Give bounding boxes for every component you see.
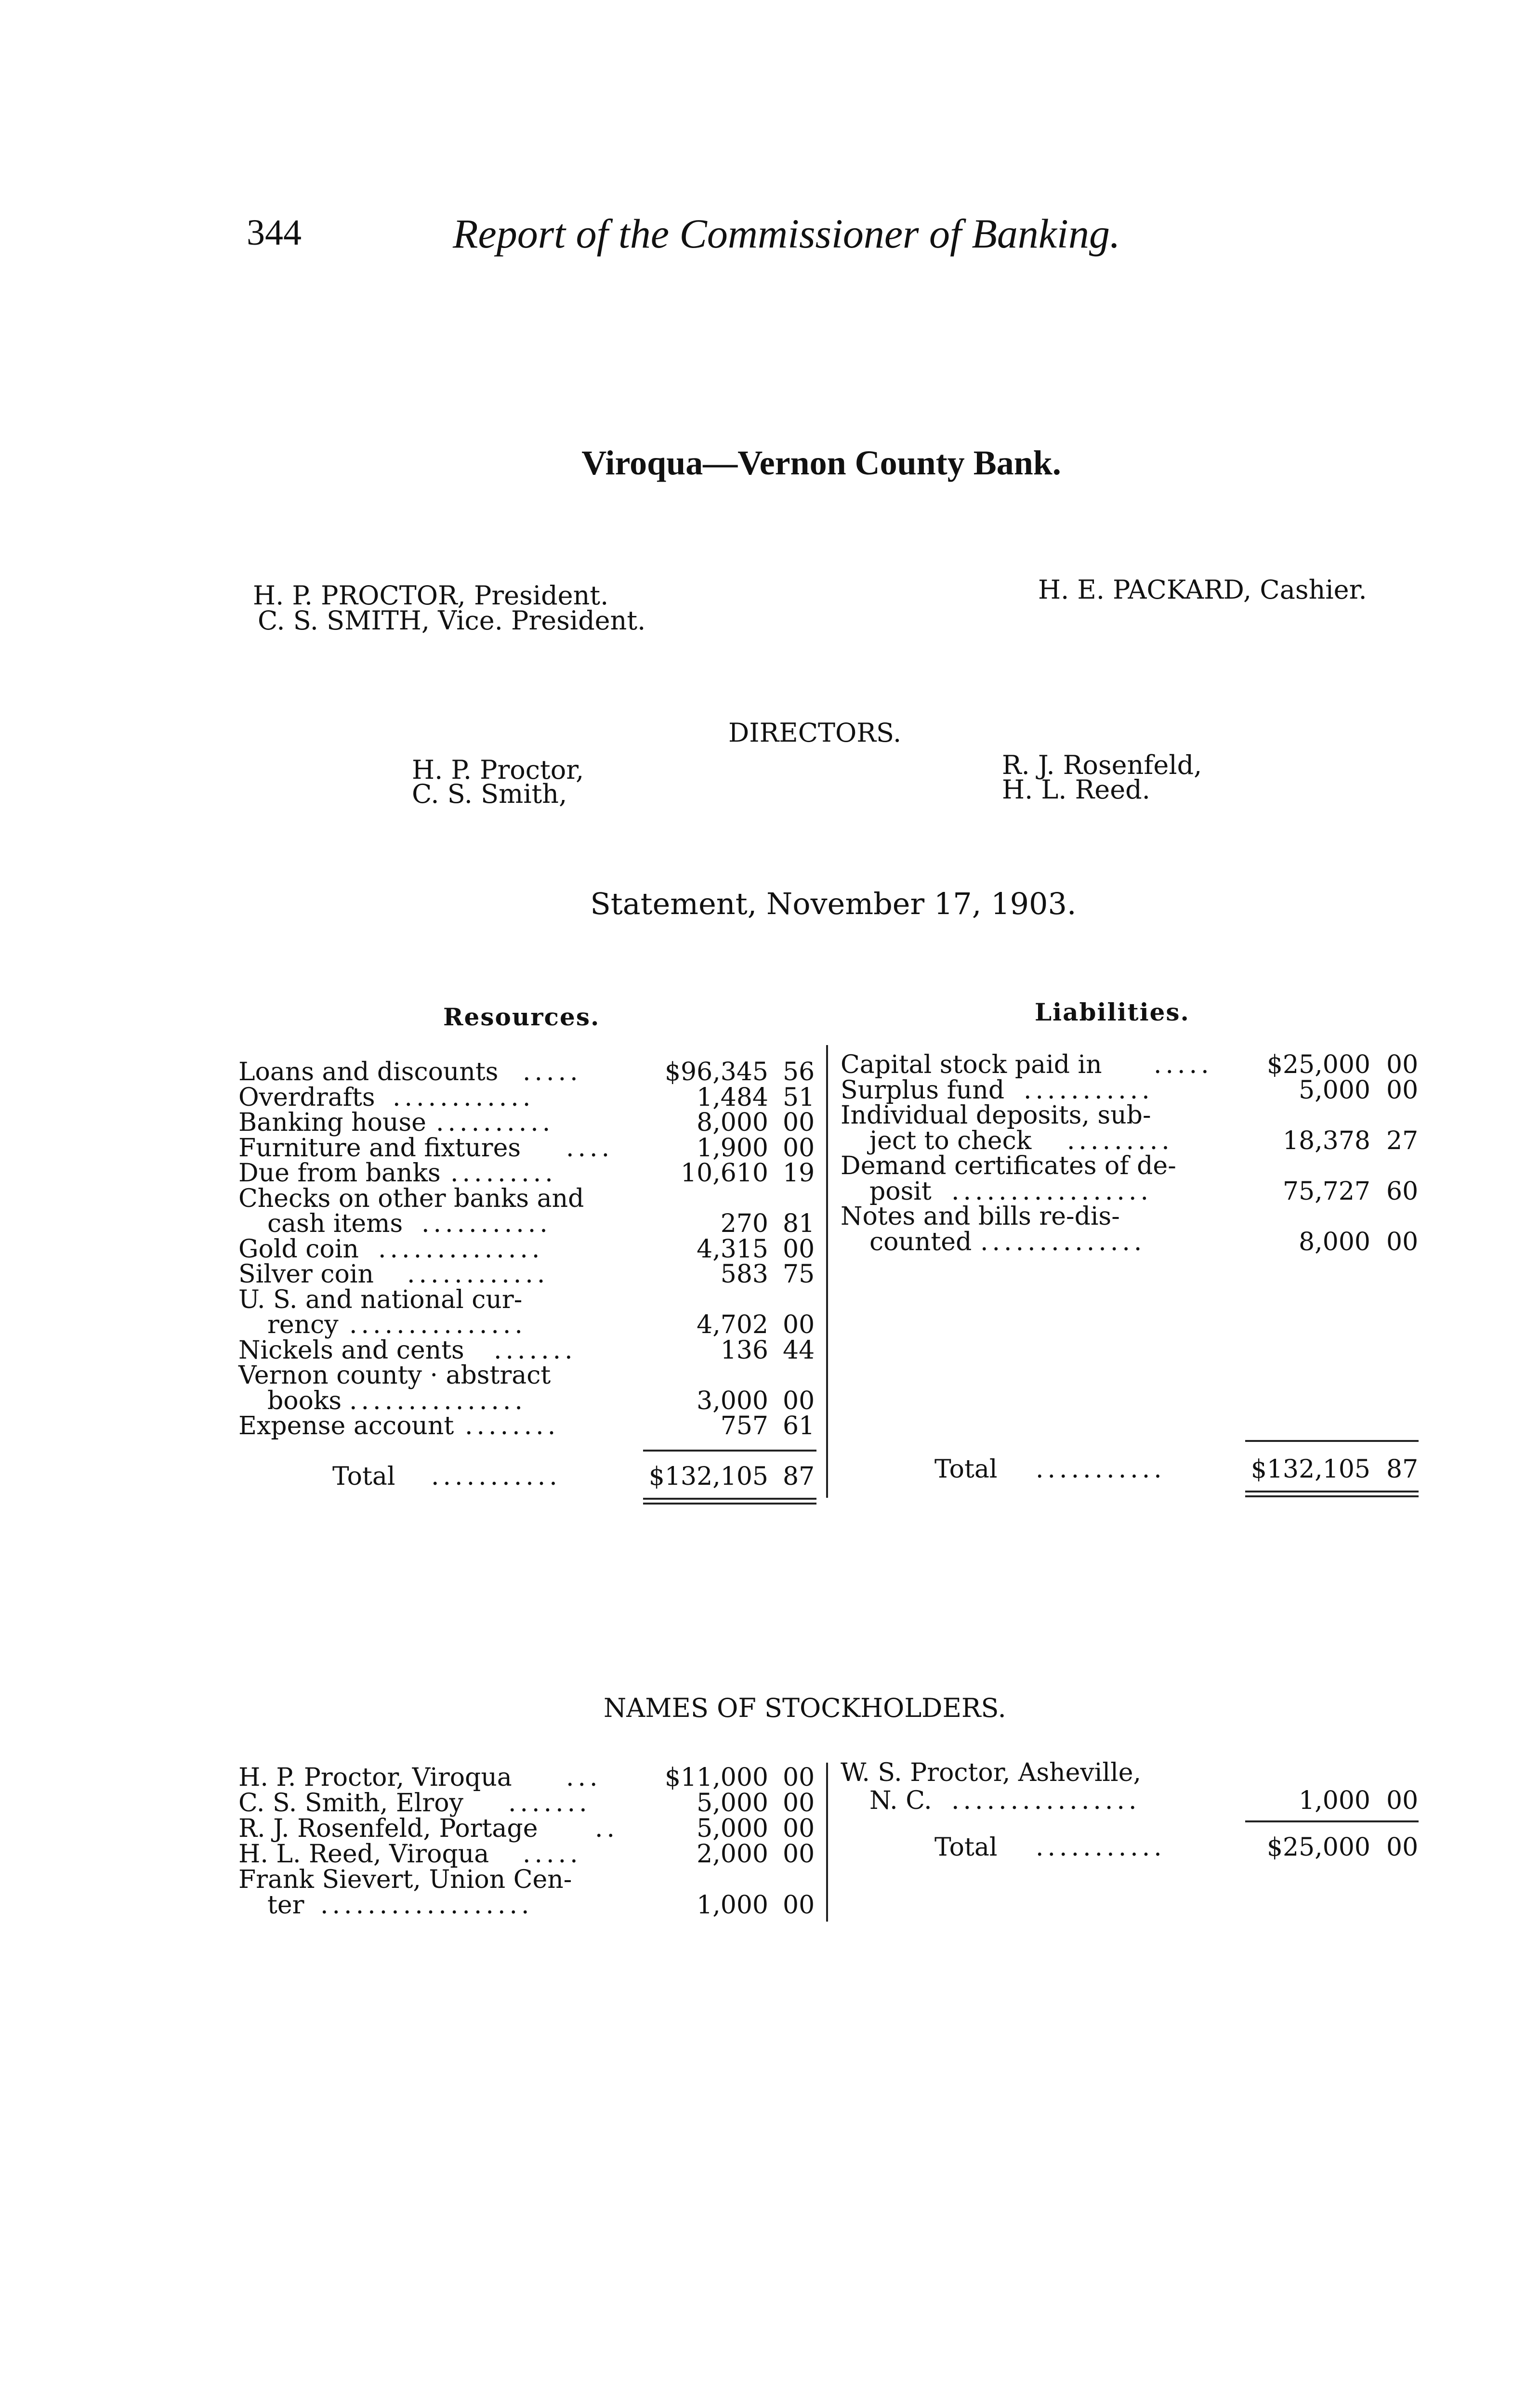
leader-dots: ......... <box>1067 1128 1173 1153</box>
total-rule <box>643 1450 816 1452</box>
liability-row <box>0 1153 1526 1178</box>
stockholder-row-label: H. P. Proctor, Viroqua <box>238 1763 512 1792</box>
resource-row-dollars: 8,000 <box>697 1108 768 1137</box>
resource-row-label: cash items <box>267 1209 403 1238</box>
column-divider <box>826 1045 828 1498</box>
double-rule <box>1245 1495 1419 1497</box>
officer-cashier: H. E. PACKARD, Cashier. <box>1038 575 1367 605</box>
stockholder-row <box>0 1788 1526 1813</box>
liability-row-label: counted <box>869 1227 972 1256</box>
liability-row <box>0 1128 1526 1153</box>
resource-row-label: Silver coin <box>238 1260 374 1289</box>
total-cents: 00 <box>1386 1833 1419 1862</box>
resource-row-cents: 56 <box>783 1058 815 1086</box>
director-name: C. S. Smith, <box>412 779 567 809</box>
total-rule <box>1245 1820 1419 1822</box>
liability-row-label: posit <box>869 1177 932 1206</box>
resource-row-label: Nickels and cents <box>238 1335 464 1365</box>
liability-row-dollars: $25,000 <box>1266 1050 1370 1079</box>
leader-dots: ....... <box>508 1791 591 1816</box>
resource-row-dollars: $96,345 <box>664 1058 768 1086</box>
stockholder-row-label: W. S. Proctor, Asheville, <box>841 1758 1141 1787</box>
stockholder-row-cents: 00 <box>783 1840 815 1869</box>
liability-row <box>0 1179 1526 1204</box>
resource-row <box>0 1287 1526 1312</box>
resource-row-label: Vernon county · abstract <box>238 1361 551 1390</box>
liability-row-label: Notes and bills re-dis- <box>841 1202 1120 1231</box>
bank-title: Viroqua—Vernon County Bank. <box>581 444 1061 482</box>
leader-dots: .......... <box>436 1110 554 1135</box>
resource-row <box>0 1388 1526 1413</box>
stockholder-row-label: N. C. <box>869 1786 932 1815</box>
leader-dots: .................. <box>320 1893 533 1918</box>
liability-row <box>0 1052 1526 1077</box>
liability-row-cents: 00 <box>1386 1227 1419 1256</box>
leader-dots: ......... <box>450 1161 557 1186</box>
resource-row-dollars: 583 <box>720 1260 768 1289</box>
total-row <box>0 1835 1526 1860</box>
double-rule <box>643 1498 816 1500</box>
total-label: Total <box>332 1462 395 1491</box>
resource-row <box>0 1413 1526 1439</box>
leader-dots: ..... <box>1154 1052 1213 1077</box>
stockholder-row-label: R. J. Rosenfeld, Portage <box>238 1814 538 1843</box>
officer-vice-president: C. S. SMITH, Vice. President. <box>258 605 646 636</box>
directors-heading: DIRECTORS. <box>728 718 902 748</box>
resource-row-label: Due from banks <box>238 1159 441 1188</box>
liability-row-cents: 60 <box>1386 1177 1419 1206</box>
liability-row-label: Demand certificates of de- <box>841 1152 1176 1180</box>
resource-row-cents: 81 <box>783 1209 815 1238</box>
leader-dots: ................. <box>951 1178 1152 1204</box>
liability-row-cents: 27 <box>1386 1126 1419 1155</box>
leader-dots: ........... <box>1024 1077 1154 1103</box>
running-title: Report of the Commissioner of Banking. <box>453 210 1120 257</box>
resource-row-cents: 00 <box>783 1310 815 1339</box>
stockholder-row-label: Frank Sievert, Union Cen- <box>238 1865 572 1894</box>
leader-dots: ............... <box>349 1388 526 1413</box>
liability-row <box>0 1103 1526 1128</box>
resource-row-cents: 00 <box>783 1234 815 1264</box>
leader-dots: ........ <box>465 1413 560 1439</box>
leader-dots: ................ <box>951 1788 1141 1813</box>
stockholder-row-dollars: 1,000 <box>1299 1786 1370 1815</box>
leader-dots: .............. <box>980 1229 1146 1255</box>
resource-row-dollars: 4,702 <box>697 1310 768 1339</box>
liability-row <box>0 1204 1526 1229</box>
stockholder-row-dollars: $11,000 <box>664 1763 768 1792</box>
leader-dots: ........... <box>421 1211 552 1236</box>
resource-row-label: Expense account <box>238 1412 454 1440</box>
resource-row-label: Furniture and fixtures <box>238 1133 521 1163</box>
stockholder-row <box>0 1867 1526 1892</box>
resource-row <box>0 1262 1526 1287</box>
resource-row-cents: 00 <box>783 1108 815 1137</box>
stockholder-row-label: C. S. Smith, Elroy <box>238 1789 463 1818</box>
stockholder-row-label: ter <box>267 1891 304 1920</box>
resource-row-cents: 44 <box>783 1335 815 1365</box>
total-dollars: $132,105 <box>1250 1455 1370 1484</box>
liability-row <box>0 1075 1526 1105</box>
liability-row-dollars: 5,000 <box>1299 1075 1370 1105</box>
liabilities-heading: Liabilities. <box>1035 998 1190 1026</box>
leader-dots: ........... <box>1036 1835 1166 1860</box>
resource-row <box>0 1312 1526 1337</box>
liability-row-cents: 00 <box>1386 1050 1419 1079</box>
liability-row-dollars: 18,378 <box>1283 1126 1370 1155</box>
column-divider <box>826 1763 828 1922</box>
resource-row-cents: 00 <box>783 1133 815 1163</box>
liability-row-dollars: 8,000 <box>1299 1227 1370 1256</box>
leader-dots: ... <box>566 1765 602 1790</box>
director-name: H. P. Proctor, <box>412 755 584 785</box>
resource-row-dollars: 10,610 <box>681 1159 768 1188</box>
page-number: 344 <box>247 212 302 253</box>
stockholder-row-dollars: 5,000 <box>697 1789 768 1818</box>
total-label: Total <box>934 1455 998 1484</box>
resource-row-cents: 61 <box>783 1412 815 1440</box>
stockholder-row-cents: 00 <box>1386 1786 1419 1815</box>
liability-row-label: Individual deposits, sub- <box>841 1101 1151 1130</box>
stockholder-row <box>0 1760 1526 1785</box>
resource-row-dollars: 4,315 <box>697 1234 768 1264</box>
stockholder-row-cents: 00 <box>783 1763 815 1792</box>
leader-dots: ........... <box>431 1464 561 1489</box>
total-row <box>0 1457 1526 1482</box>
leader-dots: .............. <box>378 1236 544 1262</box>
resource-row-label: Gold coin <box>238 1234 359 1264</box>
total-rule <box>1245 1440 1419 1442</box>
stockholder-row-label: H. L. Reed, Viroqua <box>238 1840 489 1869</box>
total-dollars: $25,000 <box>1266 1833 1370 1862</box>
leader-dots: .... <box>566 1135 614 1161</box>
resource-row-dollars: 136 <box>720 1335 768 1365</box>
leader-dots: ............ <box>407 1262 549 1287</box>
total-label: Total <box>934 1833 998 1862</box>
leader-dots: ..... <box>523 1060 582 1085</box>
resource-row-label: Checks on other banks and <box>238 1184 584 1213</box>
stockholder-row-cents: 00 <box>783 1891 815 1920</box>
leader-dots: ..... <box>523 1842 582 1867</box>
stockholder-row <box>0 1893 1526 1918</box>
resources-heading: Resources. <box>443 1003 600 1031</box>
stockholder-row-dollars: 2,000 <box>697 1840 768 1869</box>
double-rule <box>1245 1491 1419 1492</box>
officer-president: H. P. PROCTOR, President. <box>253 580 609 611</box>
total-cents: 87 <box>783 1462 815 1491</box>
resource-row-label: Banking house <box>238 1108 426 1137</box>
resource-row-label: Overdrafts <box>238 1083 375 1112</box>
leader-dots: .. <box>595 1816 619 1841</box>
resource-row-dollars: 1,900 <box>697 1133 768 1163</box>
stockholder-row-cents: 00 <box>783 1789 815 1818</box>
liability-row-label: Capital stock paid in <box>841 1050 1102 1079</box>
leader-dots: ............... <box>349 1312 526 1337</box>
stockholder-row-dollars: 1,000 <box>697 1891 768 1920</box>
director-name: R. J. Rosenfeld, <box>1002 750 1202 780</box>
resource-row <box>0 1335 1526 1365</box>
resource-row-dollars: 1,484 <box>697 1083 768 1112</box>
resource-row-cents: 51 <box>783 1083 815 1112</box>
stockholders-heading: NAMES OF STOCKHOLDERS. <box>604 1693 1006 1723</box>
resource-row-label: rency <box>267 1310 339 1339</box>
resource-row <box>0 1363 1526 1388</box>
liability-row <box>0 1227 1526 1256</box>
liability-row-label: Surplus fund <box>841 1075 1005 1105</box>
resource-row-cents: 75 <box>783 1260 815 1289</box>
stockholder-row-cents: 00 <box>783 1814 815 1843</box>
resource-row-cents: 19 <box>783 1159 815 1188</box>
resource-row-cents: 00 <box>783 1386 815 1415</box>
statement-title: Statement, November 17, 1903. <box>590 886 1077 921</box>
leader-dots: ....... <box>494 1337 577 1363</box>
resource-row-dollars: 270 <box>720 1209 768 1238</box>
stockholder-row-dollars: 5,000 <box>697 1814 768 1843</box>
liability-row-cents: 00 <box>1386 1075 1419 1105</box>
resource-row-label: Loans and discounts <box>238 1058 499 1086</box>
resource-row-dollars: 757 <box>720 1412 768 1440</box>
resource-row-label: books <box>267 1386 342 1415</box>
resource-row-dollars: 3,000 <box>697 1386 768 1415</box>
total-cents: 87 <box>1386 1455 1419 1484</box>
liability-row-dollars: 75,727 <box>1283 1177 1370 1206</box>
leader-dots: ........... <box>1036 1457 1166 1482</box>
liability-row-label: ject to check <box>869 1126 1032 1155</box>
resource-row-label: U. S. and national cur- <box>238 1285 523 1314</box>
double-rule <box>643 1503 816 1505</box>
total-dollars: $132,105 <box>648 1462 768 1491</box>
director-name: H. L. Reed. <box>1002 774 1150 805</box>
leader-dots: ............ <box>393 1085 535 1110</box>
